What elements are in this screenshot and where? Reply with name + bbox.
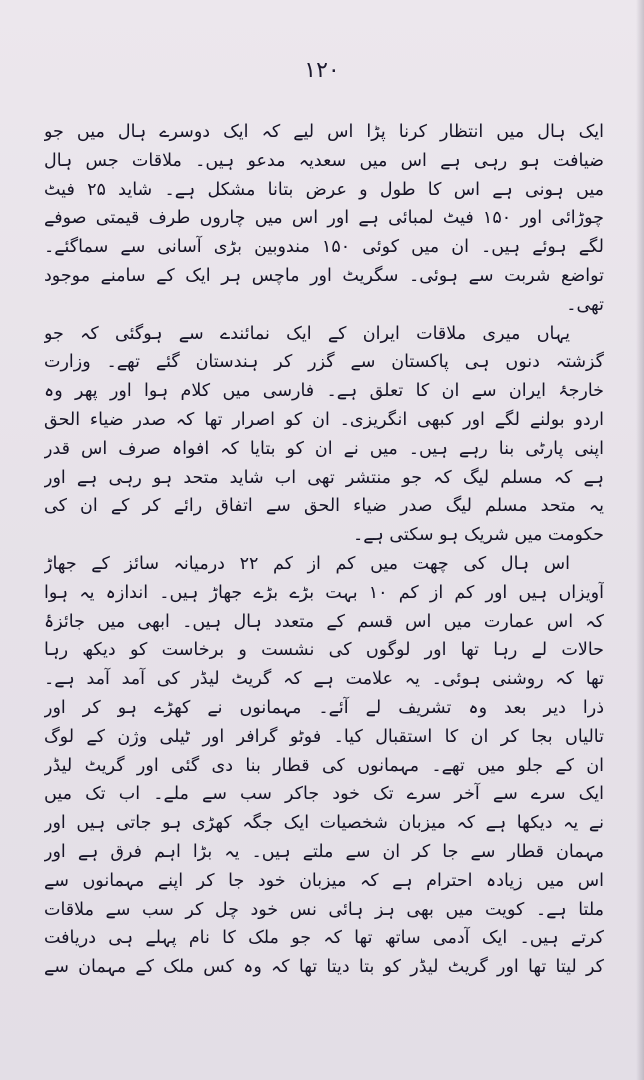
text-block — [44, 118, 604, 982]
text-line: حکومت میں شریک ہو سکتی ہے۔ — [353, 525, 604, 546]
text-line: گزشتہ دنوں ہی پاکستان سے گزر کر ہندستان گئے تھے۔ وزارت — [44, 352, 604, 373]
text-line: یہاں میری ملاقات ایران کے ایک نمائندے سے ہوگئی کہ جو — [44, 323, 570, 344]
text-line: مہمان قطار سے جا کر ان سے ملتے ہیں۔ یہ بڑا اہم فرق ہے اور — [44, 841, 604, 862]
text-line: میں ہونی ہے اس کا طول و عرض بتانا مشکل ہے۔ شاید ۲۵ فیٹ — [44, 179, 604, 200]
text-line: ایک سرے سے آخر سرے تک خود جاکر سب سے ملے۔ اب تک میں — [44, 784, 604, 805]
text-line: اس میں زیادہ احترام ہے کہ میزبان خود جا کر اپنے مہمانوں سے — [44, 870, 604, 891]
text-line: ضیافت ہو رہی ہے اس میں سعدیہ مدعو ہیں۔ ملاقات جس ہال — [44, 150, 604, 171]
text-line: لگے ہوئے ہیں۔ ان میں کوئی ۱۵۰ مندوبین بڑی آسانی سے سماگئے۔ — [44, 237, 604, 258]
text-line: ہے کہ مسلم لیگ کہ جو منتشر تھی اب شاید متحد ہو رہی ہے اور — [44, 467, 604, 488]
text-line: ایک ہال میں انتظار کرنا پڑا اس لیے کہ ایک دوسرے ہال میں جو — [44, 122, 604, 142]
text-line: نے یہ دیکھا ہے کہ میزبان شخصیات ایک جگہ کھڑی ہو جاتی ہیں اور — [44, 813, 604, 834]
text-line: خارجۂ ایران سے ان کا تعلق ہے۔ فارسی میں کلام ہوا اور پھر وہ — [44, 381, 604, 402]
text-line: تھا کہ روشنی ہوئی۔ یہ علامت ہے کہ گریٹ لیڈر کی آمد آمد ہے۔ — [44, 669, 604, 690]
text-line: یہ متحد مسلم لیگ صدر ضیاء الحق سے اتفاق رائے کر کے ان کی — [44, 496, 604, 517]
text-line: تھی۔ — [566, 294, 604, 315]
text-line: ذرا دیر بعد وہ تشریف لے آئے۔ مہمانوں نے کھڑے ہو کر اور — [44, 697, 604, 718]
text-line: آویزاں ہیں اور کم از کم ۱۰ بہت بڑے بڑے جھاڑ ہیں۔ اندازہ یہ ہوا — [44, 582, 604, 603]
text-line: کرتے ہیں۔ ایک آدمی ساتھ تھا کہ جو ملک کا نام پہلے ہی دریافت — [44, 928, 604, 949]
text-line: اردو بولنے لگے اور کبھی انگریزی۔ ان کو اصرار تھا کہ صدر ضیاء الحق — [44, 409, 604, 430]
text-line: چوڑائی اور ۱۵۰ فیٹ لمبائی ہے اور اس میں چاروں طرف قیمتی صوفے — [44, 208, 604, 229]
text-line: اپنی پارٹی بنا رہے ہیں۔ میں نے ان کو بتایا کہ افواہ صرف اس قدر — [44, 438, 604, 459]
page-number: ۱۲۰ — [304, 58, 340, 83]
text-line: حالات لے رہا تھا اور لوگوں کی نشست و برخاست کو دیکھ رہا — [44, 640, 604, 661]
text-line: تواضع شربت سے ہوئی۔ سگریٹ اور ماچس ہر ایک کے سامنے موجود — [44, 265, 604, 286]
text-line: ملتا ہے۔ کویت میں بھی ہز ہائی نس خود چل کر سب سے ملاقات — [44, 899, 604, 920]
page-edge-shadow — [636, 0, 644, 1080]
text-line: کر لیتا تھا اور گریٹ لیڈر کو بتا دیتا تھا کہ وہ کس ملک کے مہمان سے — [44, 957, 604, 978]
text-line: کہ اس عمارت میں اس قسم کے متعدد ہال ہیں۔ ابھی میں جائزۂ — [44, 611, 604, 632]
text-line: اس ہال کی چھت میں کم از کم ۲۲ درمیانہ سائز کے جھاڑ — [44, 553, 570, 574]
text-line: ان کے جلو میں تھے۔ مہمانوں کی قطار بنا دی گئی اور گریٹ لیڈر — [44, 755, 604, 776]
text-line: تالیاں بجا کر ان کا استقبال کیا۔ فوٹو گرافر اور ٹیلی وژن کے لوگ — [44, 726, 604, 747]
